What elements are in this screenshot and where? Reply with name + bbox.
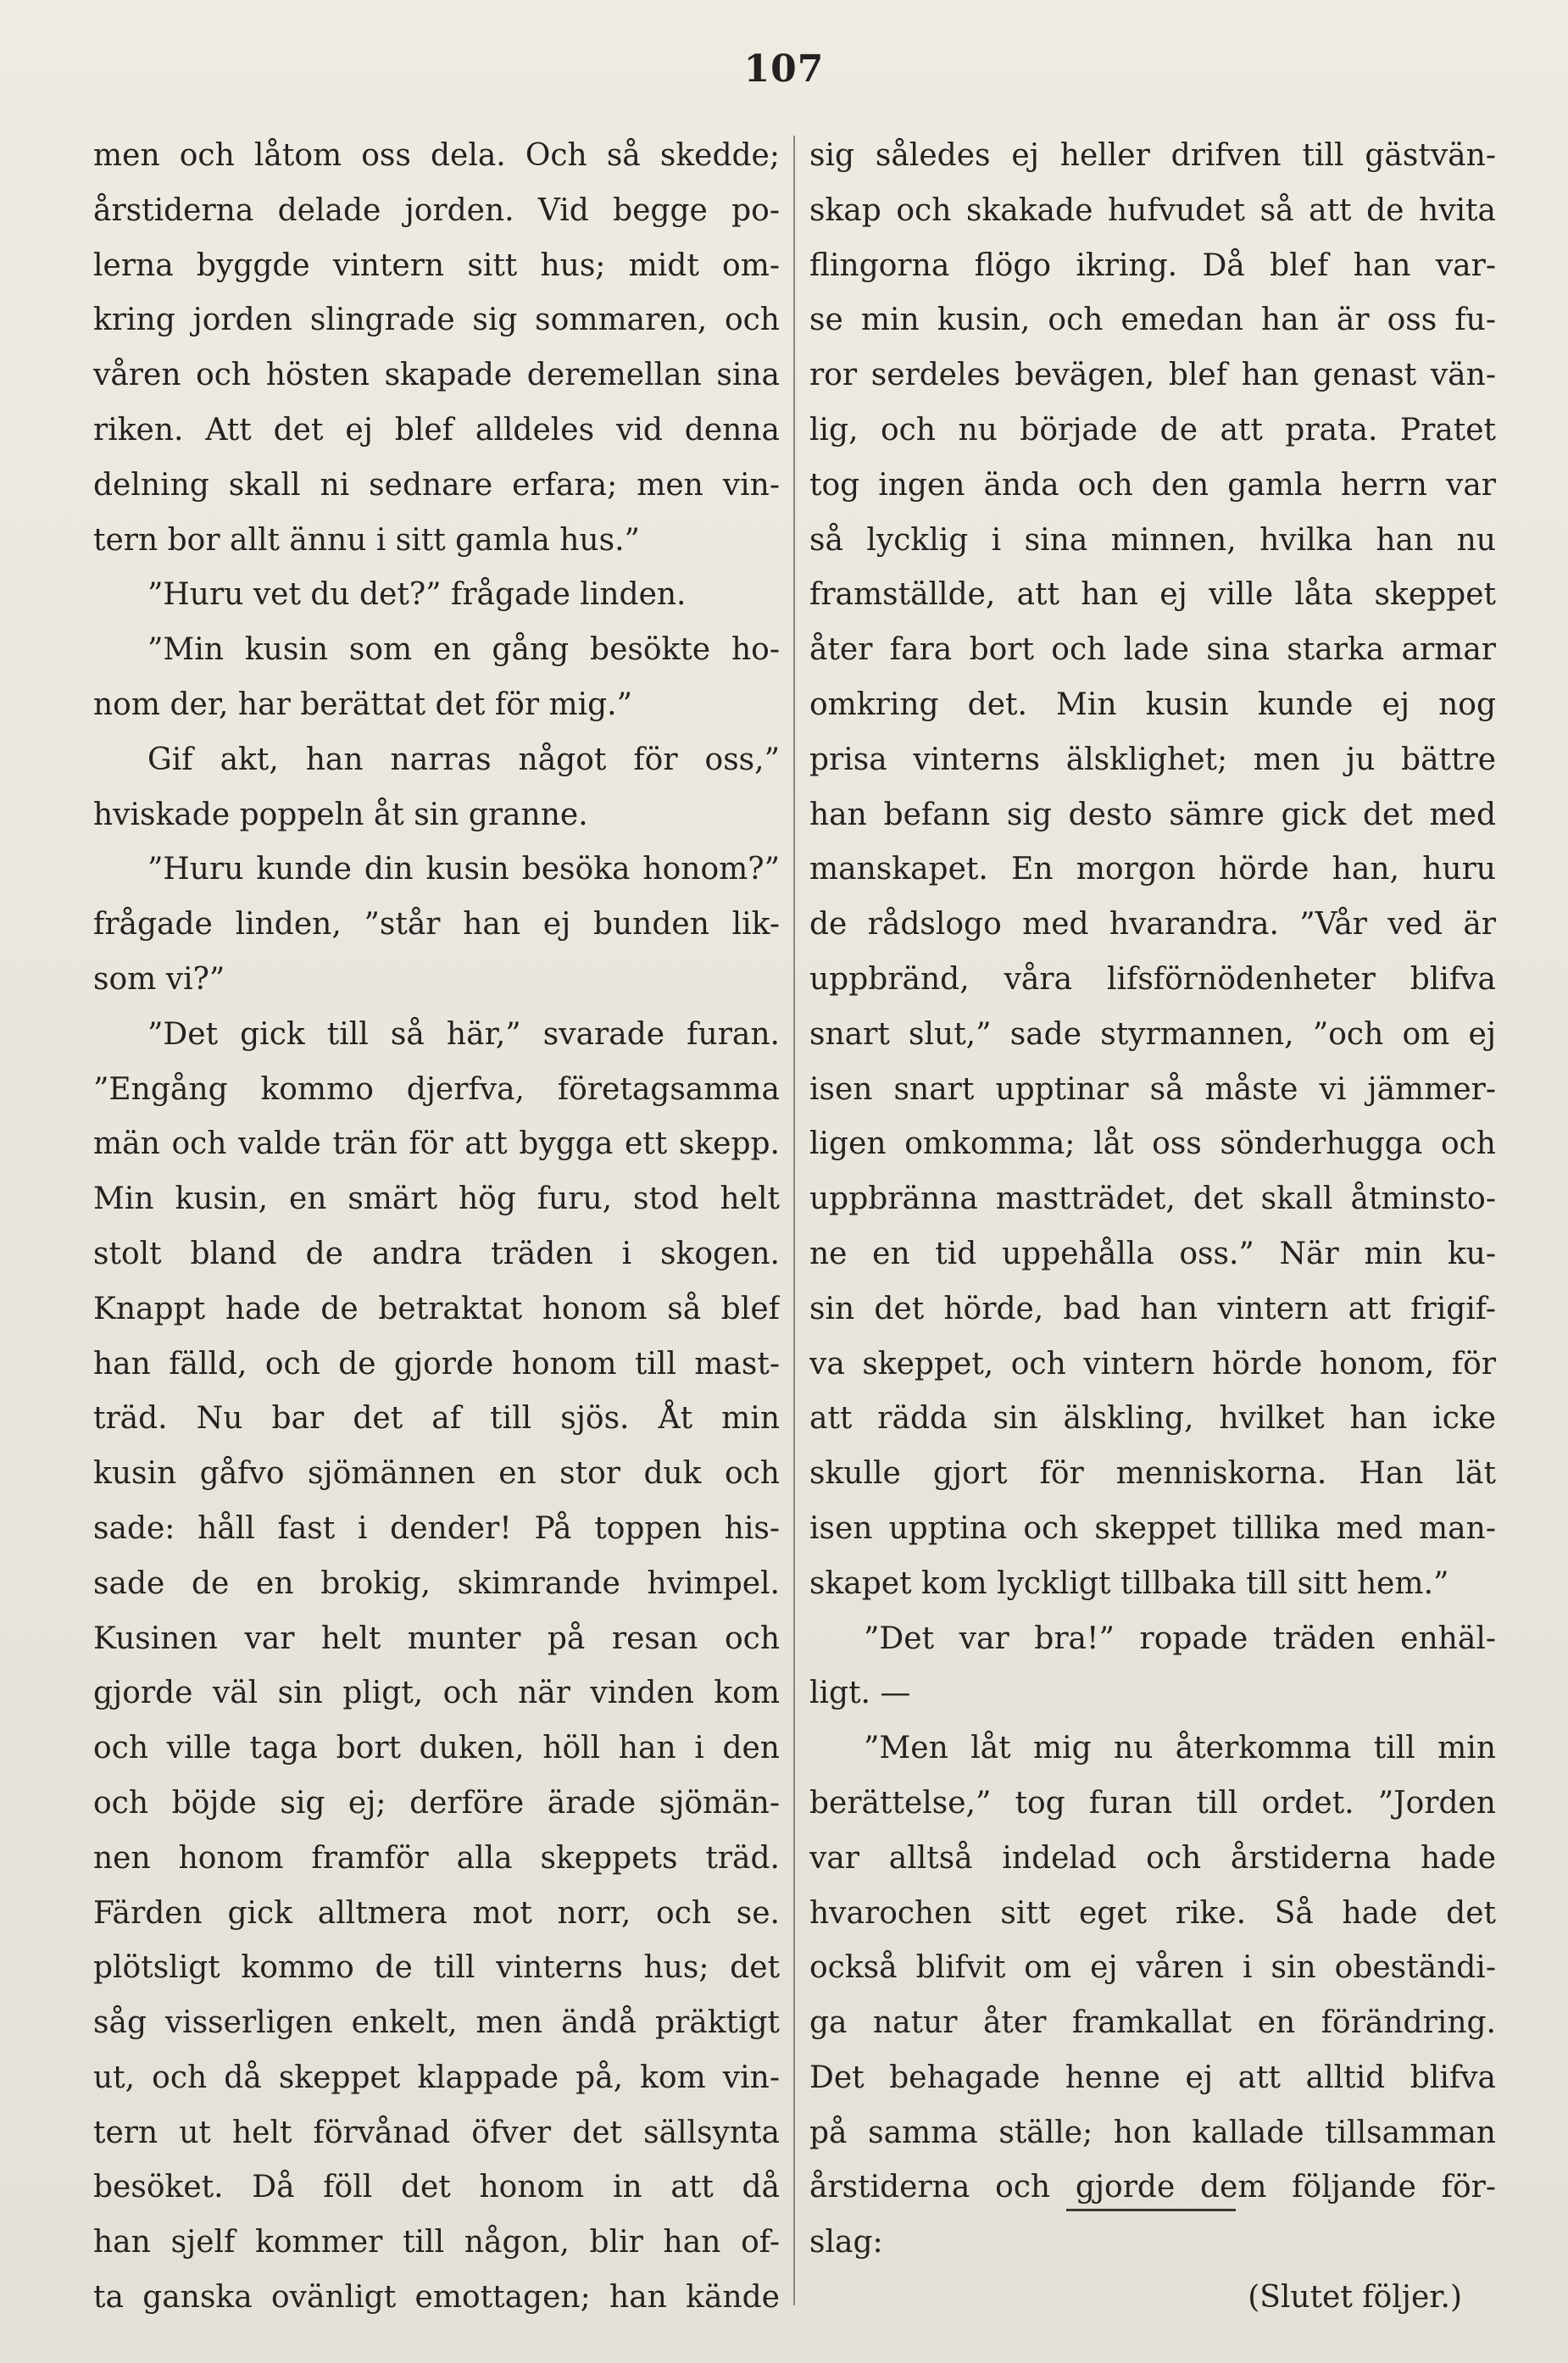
text-line: ligen omkomma; låt oss sönderhugga och [809, 1126, 1496, 1162]
text-line: se min kusin, och emedan han är oss fu- [809, 303, 1496, 338]
text-line: ”Engång kommo djerfva, företagsamma [93, 1071, 780, 1107]
text-line: men och låtom oss dela. Och så skedde; [93, 138, 780, 173]
text-line: besöket. Då föll det honom in att då [93, 2170, 780, 2205]
text-line: sin det hörde, bad han vintern att frigif- [809, 1291, 1496, 1326]
text-line: ”Det var bra!” ropade träden enhäl- [864, 1621, 1496, 1656]
text-line: de rådslogo med hvarandra. ”Vår ved är [809, 907, 1496, 942]
text-line: såg visserligen enkelt, men ändå präktigt [93, 2005, 780, 2041]
text-line: ”Huru kunde din kusin besöka honom?” [147, 852, 780, 887]
text-line: ”Men låt mig nu återkomma till min [864, 1731, 1496, 1766]
text-line: stolt bland de andra träden i skogen. [93, 1236, 780, 1271]
column-divider [793, 136, 795, 2305]
page-number: 107 [743, 47, 825, 91]
text-line: så lycklig i sina minnen, hvilka han nu [809, 522, 1496, 558]
right-column [809, 129, 1496, 2326]
text-line: uppbränna mastträdet, det skall åtminsto- [809, 1182, 1496, 1217]
text-line: ta ganska ovänligt emottagen; han kände [93, 2280, 780, 2316]
text-line: skapet kom lyckligt tillbaka till sitt hem.” [809, 1565, 1449, 1601]
text-line: Kusinen var helt munter på resan och [93, 1621, 780, 1656]
text-line: våren och hösten skapade deremellan sina [93, 358, 780, 393]
text-line: han befann sig desto sämre gick det med [809, 797, 1496, 832]
text-line: va skeppet, och vintern hörde honom, för [809, 1346, 1496, 1382]
text-line: ”Det gick till så här,” svarade furan. [147, 1016, 780, 1052]
text-line: kring jorden slingrade sig sommaren, och [93, 303, 780, 338]
text-line: riken. Att det ej blef alldeles vid denna [93, 412, 780, 448]
text-line: Gif akt, han narras något för oss,” [147, 742, 780, 777]
text-line: plötsligt kommo de till vinterns hus; det [93, 1950, 780, 1986]
text-line: årstiderna och gjorde dem följande för- [809, 2170, 1496, 2205]
text-line: Färden gick alltmera mot norr, och se. [93, 1895, 780, 1931]
text-line: män och valde trän för att bygga ett skepp. [93, 1126, 780, 1162]
text-line: snart slut,” sade styrmannen, ”och om ej [809, 1016, 1496, 1052]
closing-note: (Slutet följer.) [1248, 2280, 1462, 2316]
text-line: ligt. — [809, 1676, 911, 1711]
text-line: gjorde väl sin pligt, och när vinden kom [93, 1676, 780, 1711]
text-line: skulle gjort för menniskorna. Han lät [809, 1456, 1496, 1492]
left-column [93, 129, 780, 2326]
text-line: sade: håll fast i dender! På toppen his- [93, 1510, 780, 1546]
text-line: åter fara bort och lade sina starka armar [809, 632, 1496, 668]
text-line: sade de en brokig, skimrande hvimpel. [93, 1565, 780, 1601]
text-line: kusin gåfvo sjömännen en stor duk och [93, 1456, 780, 1492]
text-line: hvarochen sitt eget rike. Så hade det [809, 1895, 1496, 1931]
text-line: prisa vinterns älsklighet; men ju bättre [809, 742, 1496, 777]
text-line: frågade linden, ”står han ej bunden lik- [93, 907, 780, 942]
text-line: träd. Nu bar det af till sjös. Åt min [93, 1401, 780, 1437]
text-line: också blifvit om ej våren i sin obeständi- [809, 1950, 1496, 1986]
text-line: på samma ställe; hon kallade tillsamman [809, 2115, 1496, 2150]
text-line: ga natur åter framkallat en förändring. [809, 2005, 1496, 2041]
end-rule [1066, 2209, 1236, 2211]
text-line: framställde, att han ej ville låta skeppet [809, 577, 1496, 613]
text-line: som vi?” [93, 961, 225, 997]
text-line: var alltså indelad och årstiderna hade [809, 1840, 1496, 1876]
text-line: isen upptina och skeppet tillika med man- [809, 1510, 1496, 1546]
text-line: ror serdeles bevägen, blef han genast vän- [809, 358, 1496, 393]
text-line: lerna byggde vintern sitt hus; midt om- [93, 247, 780, 283]
text-line: slag: [809, 2225, 883, 2260]
text-line: berättelse,” tog furan till ordet. ”Jorden [809, 1785, 1496, 1821]
text-line: tern bor allt ännu i sitt gamla hus.” [93, 522, 640, 558]
text-line: ut, och då skeppet klappade på, kom vin- [93, 2060, 780, 2095]
text-line: Knappt hade de betraktat honom så blef [93, 1291, 780, 1326]
text-line: delning skall ni sednare erfara; men vin- [93, 467, 780, 503]
text-line: årstiderna delade jorden. Vid begge po- [93, 192, 780, 228]
text-line: ”Huru vet du det?” frågade linden. [147, 577, 687, 613]
text-line: Min kusin, en smärt hög furu, stod helt [93, 1182, 780, 1217]
text-line: hviskade poppeln åt sin granne. [93, 797, 588, 832]
text-line: tern ut helt förvånad öfver det sällsynta [93, 2115, 780, 2150]
text-line: Det behagade henne ej att alltid blifva [809, 2060, 1496, 2095]
text-line: nen honom framför alla skeppets träd. [93, 1840, 780, 1876]
text-line: lig, och nu började de att prata. Pratet [809, 412, 1496, 448]
text-line: och böjde sig ej; derföre ärade sjömän- [93, 1785, 780, 1821]
text-line: ne en tid uppehålla oss.” När min ku- [809, 1236, 1496, 1271]
text-line: manskapet. En morgon hörde han, huru [809, 852, 1496, 887]
text-line: isen snart upptinar så måste vi jämmer- [809, 1071, 1496, 1107]
text-line: han sjelf kommer till någon, blir han of- [93, 2225, 780, 2260]
text-line: nom der, har berättat det för mig.” [93, 687, 633, 722]
text-line: skap och skakade hufvudet så att de hvita [809, 192, 1496, 228]
text-line: uppbränd, våra lifsförnödenheter blifva [809, 961, 1496, 997]
text-line: omkring det. Min kusin kunde ej nog [809, 687, 1496, 722]
text-line: och ville taga bort duken, höll han i den [93, 1731, 780, 1766]
text-line: ”Min kusin som en gång besökte ho- [147, 632, 780, 668]
text-line: sig således ej heller drifven till gästvän- [809, 138, 1496, 173]
text-line: tog ingen ända och den gamla herrn var [809, 467, 1496, 503]
text-line: han fälld, och de gjorde honom till mast- [93, 1346, 780, 1382]
text-line: att rädda sin älskling, hvilket han icke [809, 1401, 1496, 1437]
text-line: flingorna flögo ikring. Då blef han var- [809, 247, 1496, 283]
